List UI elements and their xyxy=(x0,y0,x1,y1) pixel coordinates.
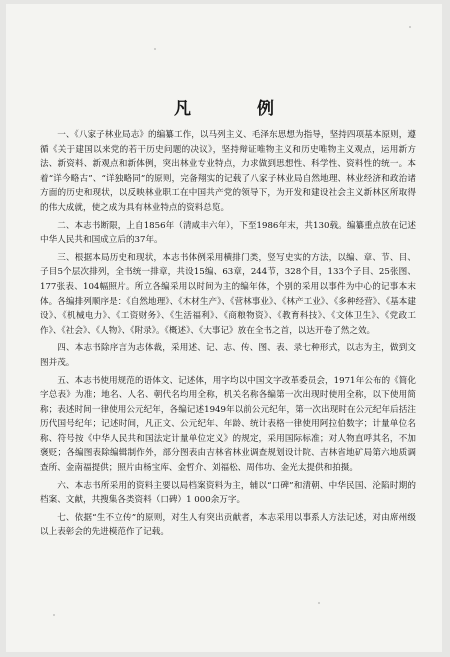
scan-speck xyxy=(318,602,320,604)
paragraph-7: 七、依据“生不立传”的原则，对生人有突出贡献者，本志采用以事系人方法记述，对由席州级以上表彰会的先进模范作了记载。 xyxy=(40,512,416,538)
paragraph-3: 三、根据本局历史和现状，本志书体例采用横排门类，竖写史实的方法，以编、章、节、目、子目5个层次排列，全书统一排章，共设15编、63章，244节，328个目，133个子目、25张图、177张表、104幅照片。所立各编采用以时间为主的编年体，个别的采用以事件为中心的记事本末体。各编排列顺序是：《自然地理》、《木材生产》、《营林事业》、《林产工业》、《多种经营》、《基本建设》、《机械电力》、《工资财务》、《生活福利》、《商粮物资》、《教育科技》、《文体卫生》、《党政工作》、《社会》、《人物》、《附录》。《概述》、《大事记》放在全书之首，以达开卷了然之效。 xyxy=(40,252,416,336)
body-text xyxy=(40,128,416,543)
paragraph-5: 五、本志书使用规范的语体文、记述体，用字均以中国文字改革委员会，1971年公布的《简化字总表》为准；地名、人名、朝代名均用全称，机关名称各编第一次出现时使用全称，以下使用简称；表述时间一律使用公元纪年，各编记述1949年以前公元纪年，第一次出现时在公元纪年后括注历代国号纪年；记述时间，凡正文、公元纪年、年龄、统计表格一律使用阿拉伯数字；计量单位名称、符号按《中华人民共和国法定计量单位定义》的规定，采用国际标准；对人物直呼其名，不加褒贬；各编图表除编辑制作外，部分图表由吉林省林业调查规划设计院、吉林省地矿局第六地质调查所、金南福提供；照片由杨宝库、金哲介、刘福松、周伟功、金光太提供和拍摄。 xyxy=(40,375,416,474)
document-page xyxy=(6,4,442,652)
paragraph-2: 二、本志书断限，上自1856年（清咸丰六年），下至1986年末，共130载。编纂重点放在记述中华人民共和国成立后的37年。 xyxy=(40,220,416,246)
paragraph-1: 一、《八家子林业局志》的编纂工作，以马列主义、毛泽东思想为指导，坚持四项基本原则，遵循《关于建国以来党的若干历史问题的决议》，坚持辩证唯物主义和历史唯物主义观点，运用新方法、新资料、新观点和新体例，突出林业专业特点，力求做到思想性、科学性、资料性的统一。本着“详今略古”、“详独略同”的原则，完备翔实的记载了八家子林业局自然地理、林业经济和政治诸方面的历史和现状，以反映林业职工在中国共产党的领导下，为开发和建设社会主义新林区所取得的伟大成就，使之成为具有林业特点的资料总览。 xyxy=(40,130,416,213)
paragraph-6: 六、本志书所采用的资料主要以局档案资料为主，辅以“口碑”和清朝、中华民国、沦陷时期的档案、文献，共搜集各类资料（口碑）1 000余万字。 xyxy=(40,480,416,506)
scan-speck xyxy=(53,614,55,616)
page-title: 凡 例 xyxy=(174,99,304,119)
scan-speck xyxy=(154,48,156,50)
paragraph-4: 四、本志书除序言为志体裁，采用述、记、志、传、图、表、录七种形式，以志为主，做到文图并茂。 xyxy=(40,343,416,368)
scan-speck xyxy=(409,26,411,28)
